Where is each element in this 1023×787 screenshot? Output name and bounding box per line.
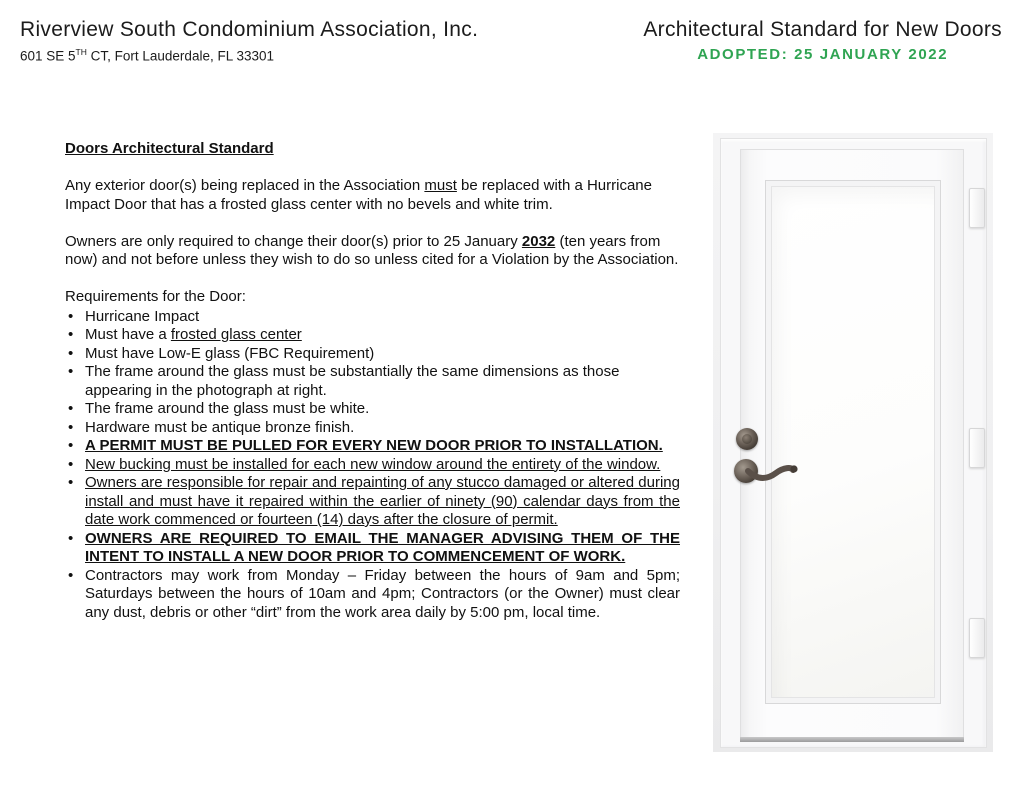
requirement-item — [65, 308, 680, 327]
text-segment: must — [424, 177, 457, 194]
text-segment: The frame around the glass must be substantially the same dimensions as those appearing in the photograph at right. — [85, 363, 620, 399]
doc-header — [643, 18, 1002, 63]
text-segment: The frame around the glass must be white. — [85, 400, 370, 417]
requirement-item — [65, 400, 680, 419]
bullet-icon: • — [68, 437, 74, 454]
paragraph — [65, 177, 680, 214]
paragraphs — [65, 177, 680, 270]
hinge-icon — [969, 188, 985, 228]
org-header — [20, 18, 478, 64]
text-segment: Owners are only required to change their door(s) prior to 25 January — [65, 232, 522, 250]
requirement-text — [85, 567, 680, 623]
text-segment: Must have a — [85, 326, 171, 343]
bullet-icon: • — [68, 400, 74, 417]
frosted-glass-panel — [765, 180, 941, 704]
requirement-item — [65, 530, 680, 567]
text-segment: A PERMIT MUST BE PULLED FOR EVERY NEW DOOR PRIOR TO INSTALLATION. — [85, 437, 663, 454]
door-photo — [713, 133, 993, 752]
bullet-icon: • — [68, 566, 74, 584]
bullet-icon: • — [68, 474, 74, 491]
requirement-item — [65, 437, 680, 456]
requirement-item — [65, 456, 680, 475]
section-heading: Doors Architectural Standard — [65, 140, 274, 157]
text-segment: New bucking must be installed for each new window around the entirety of the window. — [85, 455, 661, 473]
requirement-text — [85, 363, 680, 400]
requirement-text — [85, 308, 680, 327]
requirement-item — [65, 567, 680, 623]
bullet-icon: • — [68, 455, 74, 473]
requirement-text — [85, 456, 680, 475]
text-segment: OWNERS ARE REQUIRED TO EMAIL THE MANAGER ADVISING THEM OF THE INTENT TO INSTALL A NEW DOOR PRIOR TO COMMENCEMENT OF WORK. — [85, 529, 680, 565]
text-segment: Any exterior door(s) being replaced in the Association — [65, 177, 425, 194]
text-segment: Hurricane Impact — [85, 307, 200, 325]
hinge-icon — [969, 618, 985, 658]
bullet-icon: • — [68, 326, 74, 343]
requirement-text — [85, 400, 680, 419]
text-segment: be replaced with a Hurricane Impact Door that has a frosted glass center with no bevels and white trim. — [65, 177, 652, 213]
deadbolt-icon — [736, 428, 758, 450]
hinge-icon — [969, 428, 985, 468]
requirement-text — [85, 530, 680, 567]
requirements-label: Requirements for the Door: — [65, 288, 246, 305]
text-segment: Contractors may work from Monday – Friday between the hours of 9am and 5pm; Saturdays between the hours of 10am and 4pm; Contractors (or the Owner) must clear any dust, debris or other “dirt” from the work area daily by 5:00 pm, local time. — [85, 566, 680, 621]
org-address-ordinal: TH — [75, 47, 87, 57]
bullet-icon: • — [68, 344, 74, 362]
requirement-text — [85, 326, 680, 345]
text-segment: frosted glass center — [170, 326, 302, 343]
standard-text — [65, 140, 680, 622]
org-address-prefix: 601 SE 5 — [20, 48, 76, 64]
requirement-text — [85, 419, 680, 438]
org-name: Riverview South Condominium Association, Inc. — [20, 18, 479, 41]
requirement-item — [65, 419, 680, 438]
bullet-icon: • — [68, 307, 74, 325]
adopted-date: ADOPTED: 25 JANUARY 2022 — [697, 46, 949, 63]
door-sill — [740, 737, 964, 742]
door-slab — [740, 149, 964, 741]
bullet-icon: • — [68, 418, 74, 436]
requirement-item — [65, 345, 680, 364]
text-segment: Owners are responsible for repair and repainting of any stucco damaged or altered during install and must have it repaired within the earlier of ninety (90) calendar days from the date work commenced or fourteen (14) days after the closure of permit. — [85, 474, 680, 528]
org-address — [20, 47, 478, 64]
text-segment: Hardware must be antique bronze finish. — [85, 418, 355, 436]
bullet-icon: • — [68, 529, 74, 547]
bullet-icon: • — [68, 363, 74, 380]
requirement-text — [85, 474, 680, 530]
door-handle-lever-icon — [745, 460, 801, 486]
requirement-item — [65, 326, 680, 345]
requirement-text — [85, 345, 680, 364]
doc-title: Architectural Standard for New Doors — [643, 18, 1002, 41]
text-segment: 2032 — [521, 232, 556, 250]
text-segment: Must have Low-E glass (FBC Requirement) — [85, 344, 375, 362]
requirement-text — [85, 437, 680, 456]
requirement-item — [65, 474, 680, 530]
requirements-list — [65, 308, 680, 623]
org-address-suffix: CT, Fort Lauderdale, FL 33301 — [86, 48, 274, 64]
requirement-item — [65, 363, 680, 400]
paragraph — [65, 233, 680, 270]
text-segment: (ten years from now) and not before unless they wish to do so unless cited for a Violation by the Association. — [65, 232, 679, 268]
